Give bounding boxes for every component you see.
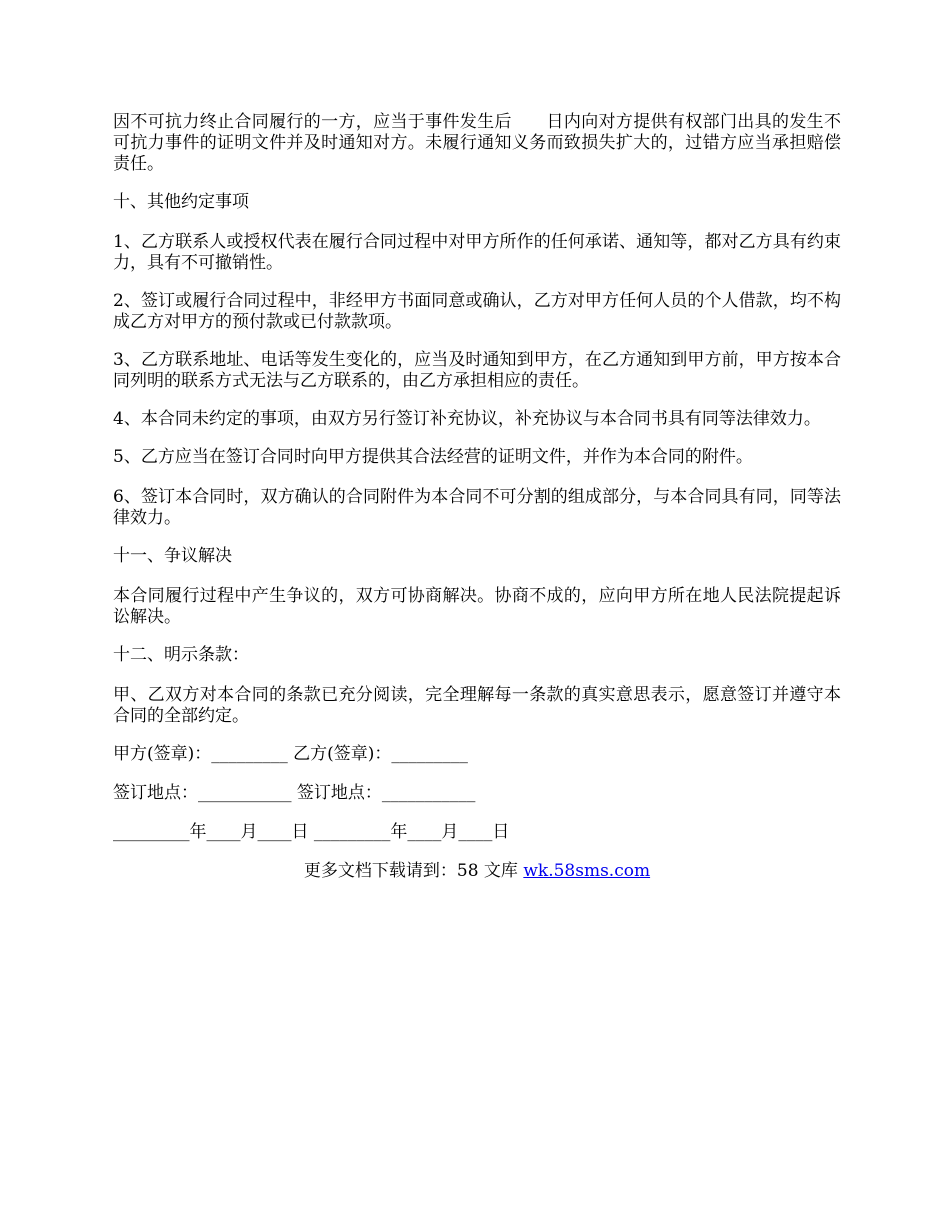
clause-10-1: 1、乙方联系人或授权代表在履行合同过程中对甲方所作的任何承诺、通知等，都对乙方具有约束力，具有不可撤销性。 [113, 232, 841, 273]
signing-place-line: 签订地点：___________ 签订地点：___________ [113, 783, 476, 803]
clause-10-3: 3、乙方联系地址、电话等发生变化的，应当及时通知到甲方，在乙方通知到甲方前，甲方按本合同列明的联系方式无法与乙方联系的，由乙方承担相应的责任。 [113, 350, 841, 391]
footer [113, 861, 841, 882]
dispute-resolution-paragraph: 本合同履行过程中产生争议的，双方可协商解决。协商不成的，应向甲方所在地人民法院提起诉讼解决。 [113, 586, 841, 627]
footer-text: 更多文档下载请到：58 文库 [303, 861, 524, 881]
clause-10-4: 4、本合同未约定的事项，由双方另行签订补充协议，补充协议与本合同书具有同等法律效力。 [113, 409, 821, 429]
signature-line: 甲方(签章)：_________ 乙方(签章)：_________ [113, 744, 468, 764]
explicit-terms-paragraph: 甲、乙双方对本合同的条款已充分阅读，完全理解每一条款的真实意思表示，愿意签订并遵守本合同的全部约定。 [113, 685, 841, 726]
section-11-heading: 十一、争议解决 [113, 546, 232, 566]
clause-10-5: 5、乙方应当在签订合同时向甲方提供其合法经营的证明文件，并作为本合同的附件。 [113, 447, 753, 467]
clause-10-2: 2、签订或履行合同过程中，非经甲方书面同意或确认，乙方对甲方任何人员的个人借款，均不构成乙方对甲方的预付款或已付款款项。 [113, 291, 841, 332]
footer-link[interactable]: wk.58sms.com [523, 861, 651, 881]
clause-10-6: 6、签订本合同时，双方确认的合同附件为本合同不可分割的组成部分，与本合同具有同，同等法律效力。 [113, 487, 841, 528]
document-page [113, 112, 841, 882]
section-10-heading: 十、其他约定事项 [113, 192, 249, 212]
section-12-heading: 十二、明示条款： [113, 645, 249, 665]
signing-date-line: _________年____月____日 _________年____月____日 [113, 822, 510, 842]
force-majeure-paragraph: 因不可抗力终止合同履行的一方，应当于事件发生后 日内向对方提供有权部门出具的发生不可抗力事件的证明文件并及时通知对方。未履行通知义务而致损失扩大的，过错方应当承担赔偿责任。 [113, 112, 841, 174]
